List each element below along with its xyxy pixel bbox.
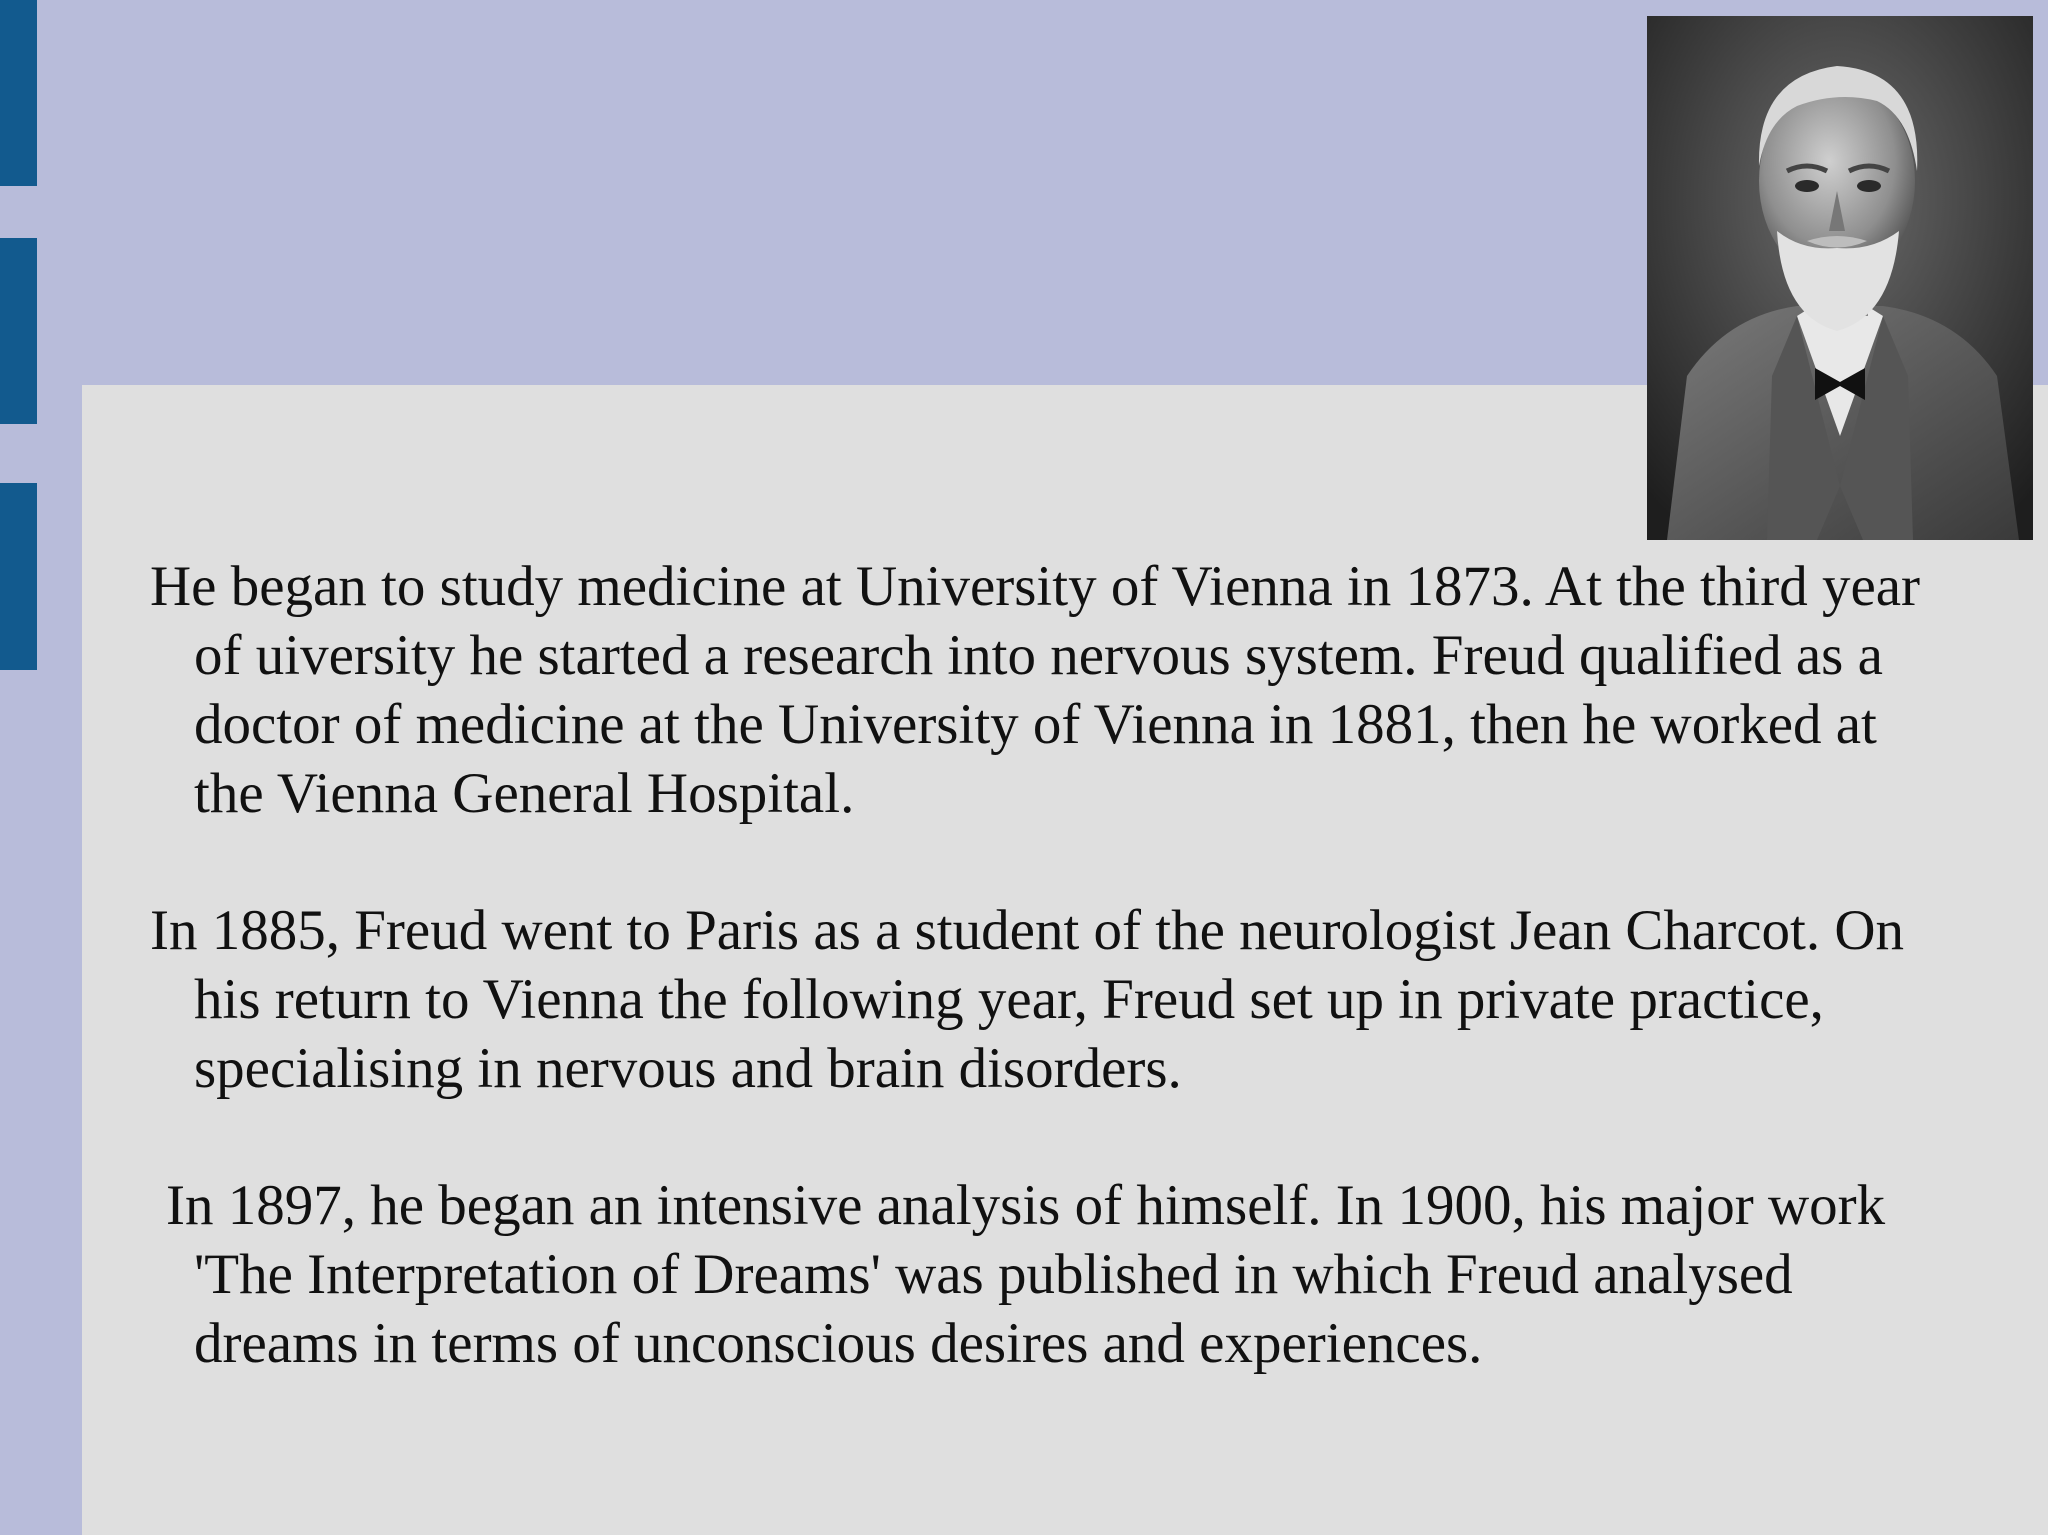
paragraph-education: He began to study medicine at University of Vienna in 1873. At the third year of uiversity he started a research into nervous system. Freud qualified as a doctor of medicine at the University of Vienna in 1881, then he worked at the Vienna General Hospital. [150,555,1921,825]
accent-bar-top [0,0,37,186]
accent-bar-middle [0,238,37,424]
portrait-photo [1647,16,2033,540]
paragraph-paris: In 1885, Freud went to Paris as a student of the neurologist Jean Charcot. On his return to Vienna the following year, Freud set up in private practice, specialising in nervous and brain disorders. [150,899,1905,1100]
accent-bar-bottom [0,483,37,670]
portrait-illustration [1647,16,2033,540]
paragraph-dreams: In 1897, he began an intensive analysis of himself. In 1900, his major work 'The Interpretation of Dreams' was published in which Freud analysed dreams in terms of unconscious desires and experiences. [166,1174,1886,1375]
body-text [150,552,1950,1378]
